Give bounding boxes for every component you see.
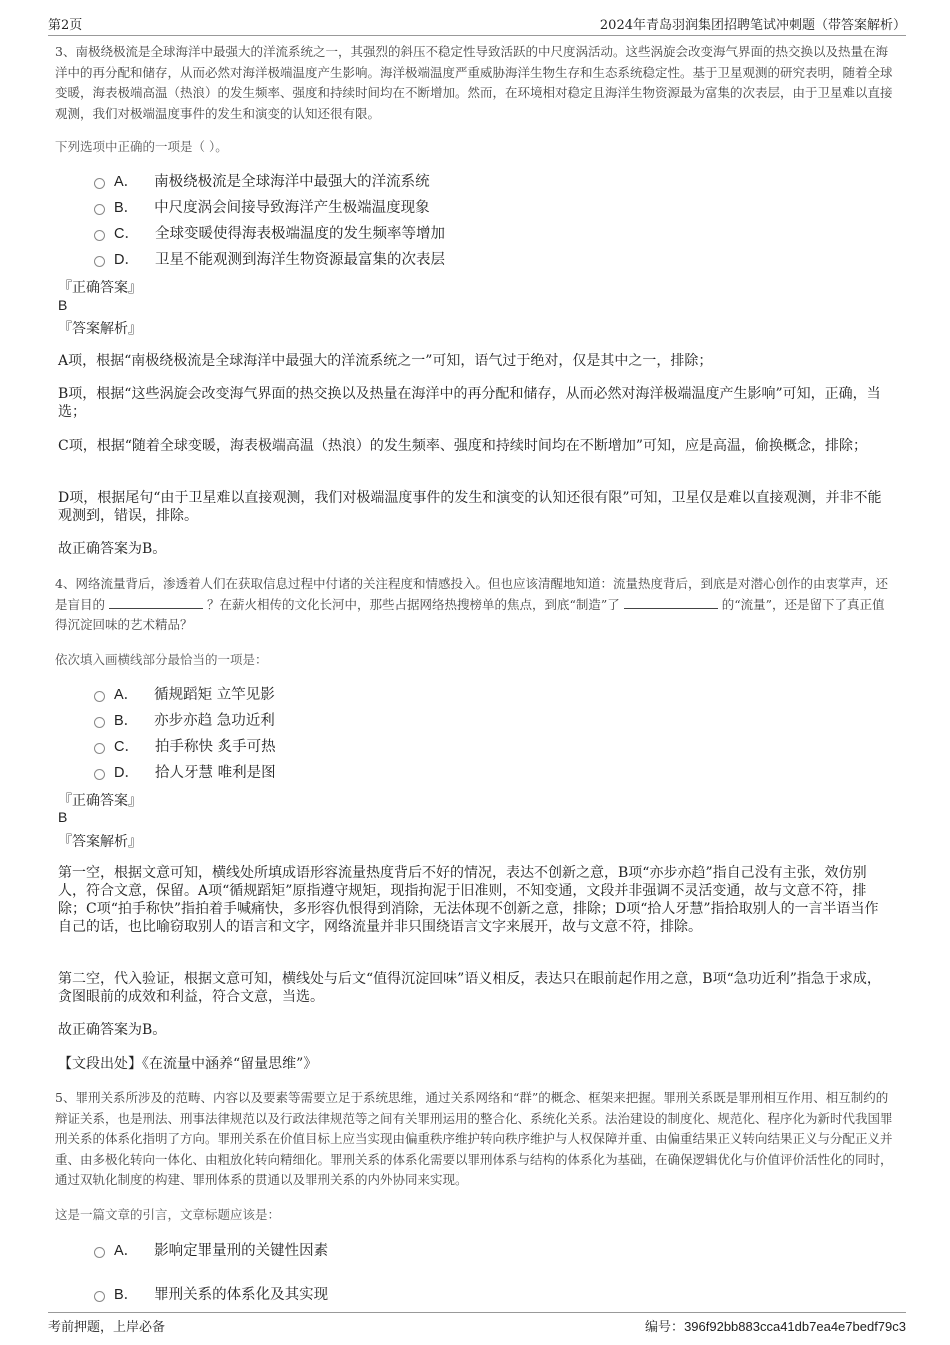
q3-passage: 3、南极绕极流是全球海洋中最强大的洋流系统之一，其强烈的斜压不稳定性导致活跃的中尺度涡活动。这些涡旋会改变海气界面的热交换以及热量在海洋中的再分配和储存，从而必然对海洋极端温度产生影响。海洋极端温度严重威胁海洋生物生存和生态系统稳定性。基于卫星观测的研究表明，随着全球变暖，海表极端高温（热浪）的发生频率、强度和持续时间均在不断增加。然而，在环境相对稳定且海洋生物资源最为富集的次表层，由于卫星难以直接观测，我们对极端温度事件的发生和演变的认知还很有限。 <box>55 44 893 121</box>
q3-option-a[interactable]: A． 南极绕极流是全球海洋中最强大的洋流系统 <box>94 170 430 191</box>
radio-icon[interactable] <box>94 256 105 267</box>
q4-conclusion: 故正确答案为B。 <box>58 1022 167 1038</box>
q4-analysis-tag: 『答案解析』 <box>58 834 142 850</box>
q3-option-c[interactable]: C． 全球变暖使得海表极端温度的发生频率等增加 <box>94 222 445 243</box>
q3-analysis-tag: 『答案解析』 <box>58 321 142 337</box>
q3-answer: B <box>58 297 68 313</box>
document-code: 编号：396f92bb883cca41db7ea4e7bedf79c3 <box>645 1319 906 1335</box>
q3-option-b[interactable]: B． 中尺度涡会间接导致海洋产生极端温度现象 <box>94 196 430 217</box>
page-header <box>48 13 906 36</box>
radio-icon[interactable] <box>94 230 105 241</box>
q3-option-d[interactable]: D． 卫星不能观测到海洋生物资源最富集的次表层 <box>94 248 445 269</box>
q5-option-a[interactable]: A． 影响定罪量刑的关键性因素 <box>94 1239 328 1260</box>
radio-icon[interactable] <box>94 204 105 215</box>
q4-prompt: 依次填入画横线部分最恰当的一项是： <box>55 652 268 667</box>
q3-analysis-d: D项，根据尾句“由于卫星难以直接观测，我们对极端温度事件的发生和演变的认知还很有限”可知，卫星仅是难以直接观测，并非不能观测到，错误，排除。 <box>58 490 882 524</box>
q4-answer-tag: 『正确答案』 <box>58 793 142 809</box>
q4-option-a[interactable]: A． 循规蹈矩 立竿见影 <box>94 683 275 704</box>
q5-option-b[interactable]: B． 罪刑关系的体系化及其实现 <box>94 1283 328 1304</box>
q3-conclusion: 故正确答案为B。 <box>58 541 167 557</box>
document-title: 2024年青岛羽润集团招聘笔试冲刺题（带答案解析） <box>599 18 906 33</box>
radio-icon[interactable] <box>94 769 105 780</box>
footer-slogan: 考前押题，上岸必备 <box>48 1320 166 1335</box>
q3-analysis-c: C项，根据“随着全球变暖，海表极端高温（热浪）的发生频率、强度和持续时间均在不断增加”可知，应是高温，偷换概念，排除； <box>58 438 868 454</box>
radio-icon[interactable] <box>94 717 105 728</box>
radio-icon[interactable] <box>94 691 105 702</box>
q4-analysis-blank1: 第一空，根据文意可知，横线处所填成语形容流量热度背后不好的情况，表达不创新之意，B项“亦步亦趋”指自己没有主张，效仿别人，符合文意，保留。A项“循规蹈矩”原指遵守规矩，现指拘泥于旧准则，不知变通，文段并非强调不灵活变通，故与文意不符，排除；C项“拍手称快”指拍着手喊痛快，多形容仇恨得到消除，无法体现不创新之意，排除；D项“拾人牙慧”指拾取别人的一言半语当作自己的话，也比喻窃取别人的语言和文字，网络流量并非只围绕语言文字来展开，故与文意不符，排除。 <box>58 865 879 935</box>
q4-passage: 4、网络流量背后，渗透着人们在获取信息过程中付诸的关注程度和情感投入。但也应该清醒地知道：流量热度背后，到底是对潜心创作的由衷掌声，还是盲目的 ？在薪火相传的文化长河中，那些占据网络热搜榜单的焦点，到底“制造”了 的“流量”，还是留下了真正值得沉淀回味的艺术精品？ <box>55 576 888 632</box>
q4-option-b[interactable]: B． 亦步亦趋 急功近利 <box>94 709 275 730</box>
q4-analysis-blank2: 第二空，代入验证，根据文意可知，横线处与后文“值得沉淀回味”语义相反，表达只在眼前起作用之意，B项“急功近利”指急于求成，贪图眼前的成效和利益，符合文意，当选。 <box>58 971 881 1005</box>
q5-passage: 5、罪刑关系所涉及的范畴、内容以及要素等需要立足于系统思维，通过关系网络和“群”的概念、框架来把握。罪刑关系既是罪刑相互作用、相互制约的辩证关系，也是刑法、刑事法律规范以及行政法律规范等之间有关罪刑运用的整合化、系统化关系。法治建设的制度化、规范化、程序化为新时代我国罪刑关系的体系化指明了方向。罪刑关系在价值目标上应当实现由偏重秩序维护转向秩序维护与人权保障并重、由偏重结果正义转向结果正义与分配正义并重、由多极化转向一体化、由粗放化转向精细化。罪刑关系的体系化需要以罪刑体系与结构的体系化为基础，在确保逻辑优化与价值评价活性化的同时，通过双轨化制度的构建、罪刑体系的贯通以及罪刑关系的内外协同来实现。 <box>55 1090 893 1187</box>
q3-answer-tag: 『正确答案』 <box>58 280 142 296</box>
q4-option-d[interactable]: D． 拾人牙慧 唯利是图 <box>94 761 276 782</box>
page-number: 第2页 <box>48 18 83 33</box>
q5-prompt: 这是一篇文章的引言，文章标题应该是： <box>55 1207 281 1222</box>
fill-blank-2 <box>624 596 718 609</box>
q4-source: 【文段出处】《在流量中涵养“留量思维”》 <box>58 1056 318 1072</box>
fill-blank-1 <box>109 596 203 609</box>
q3-prompt: 下列选项中正确的一项是（ ）。 <box>55 139 228 154</box>
q4-answer: B <box>58 809 68 825</box>
page-footer <box>48 1312 906 1335</box>
radio-icon[interactable] <box>94 1247 105 1258</box>
radio-icon[interactable] <box>94 743 105 754</box>
radio-icon[interactable] <box>94 178 105 189</box>
q4-option-c[interactable]: C． 拍手称快 炙手可热 <box>94 735 276 756</box>
radio-icon[interactable] <box>94 1291 105 1302</box>
q3-analysis-b: B项，根据“这些涡旋会改变海气界面的热交换以及热量在海洋中的再分配和储存，从而必然对海洋极端温度产生影响”可知，正确，当选； <box>58 386 881 420</box>
q3-analysis-a: A项，根据“南极绕极流是全球海洋中最强大的洋流系统之一”可知，语气过于绝对，仅是其中之一，排除； <box>58 353 713 369</box>
